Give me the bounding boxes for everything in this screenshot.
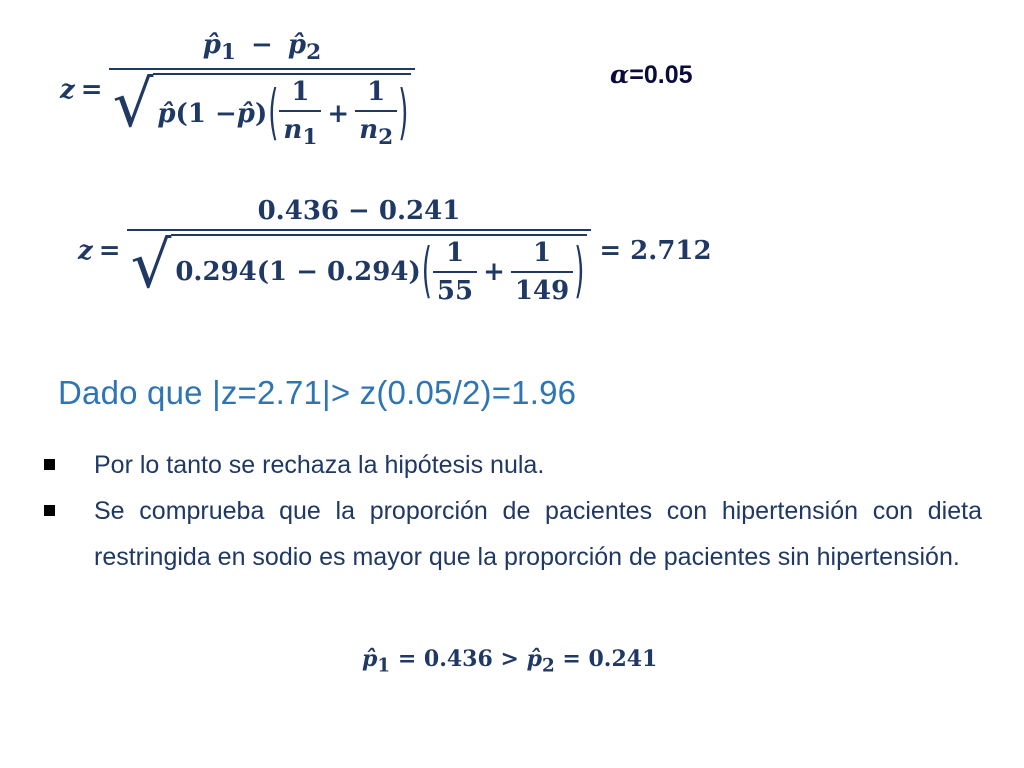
- square-bullet-icon: [44, 459, 55, 470]
- numeric-numerator: 0.436 − 0.241: [257, 196, 461, 226]
- z-numerator: $p̂_1$ − $p̂_2$: [202, 30, 322, 66]
- z-denominator: [109, 68, 416, 151]
- radical-icon: √: [112, 68, 154, 143]
- conclusion-statement: Dado que |z=2.71|> z(0.05/2)=1.96: [58, 374, 577, 411]
- z-symbol: z: [78, 236, 93, 266]
- equals-sign: =: [80, 75, 103, 106]
- square-root: √ p̂ (1 − p̂ ) ( $\frac{1}{n_1}$ + $\frac{1}{n_2}$ ): [113, 73, 412, 150]
- z-result: = 2.712: [599, 236, 712, 266]
- z-symbol: z: [60, 75, 75, 106]
- bullet-item: Se comprueba que la proporción de pacientes con hipertensión con dieta restringida en sodio es mayor que la proporción de pacientes sin hipertensión.: [44, 488, 982, 580]
- numeric-z-formula: [78, 196, 718, 306]
- proportion-comparison: $p̂_1 = 0.436$ > $p̂_2 = 0.241$: [362, 646, 658, 677]
- general-z-formula: [60, 30, 415, 150]
- radical-icon: √: [130, 229, 172, 303]
- numeric-fraction: [127, 196, 592, 306]
- fraction-bar: [109, 68, 416, 70]
- bullet-list: [44, 442, 982, 580]
- fraction-bar: [127, 229, 592, 231]
- alpha-value: α=0.05: [610, 60, 693, 89]
- square-bullet-icon: [44, 505, 55, 516]
- z-fraction: [109, 30, 416, 150]
- numeric-denominator: [127, 229, 592, 307]
- alpha-symbol: α: [610, 60, 630, 89]
- bullet-item: Por lo tanto se rechaza la hipótesis nula.: [44, 442, 982, 488]
- square-root: √ 0.294(1 − 0.294) ( $\frac{1}{55}$ + $\frac{1}{149}$ ): [131, 234, 588, 306]
- equals-sign: =: [98, 236, 121, 266]
